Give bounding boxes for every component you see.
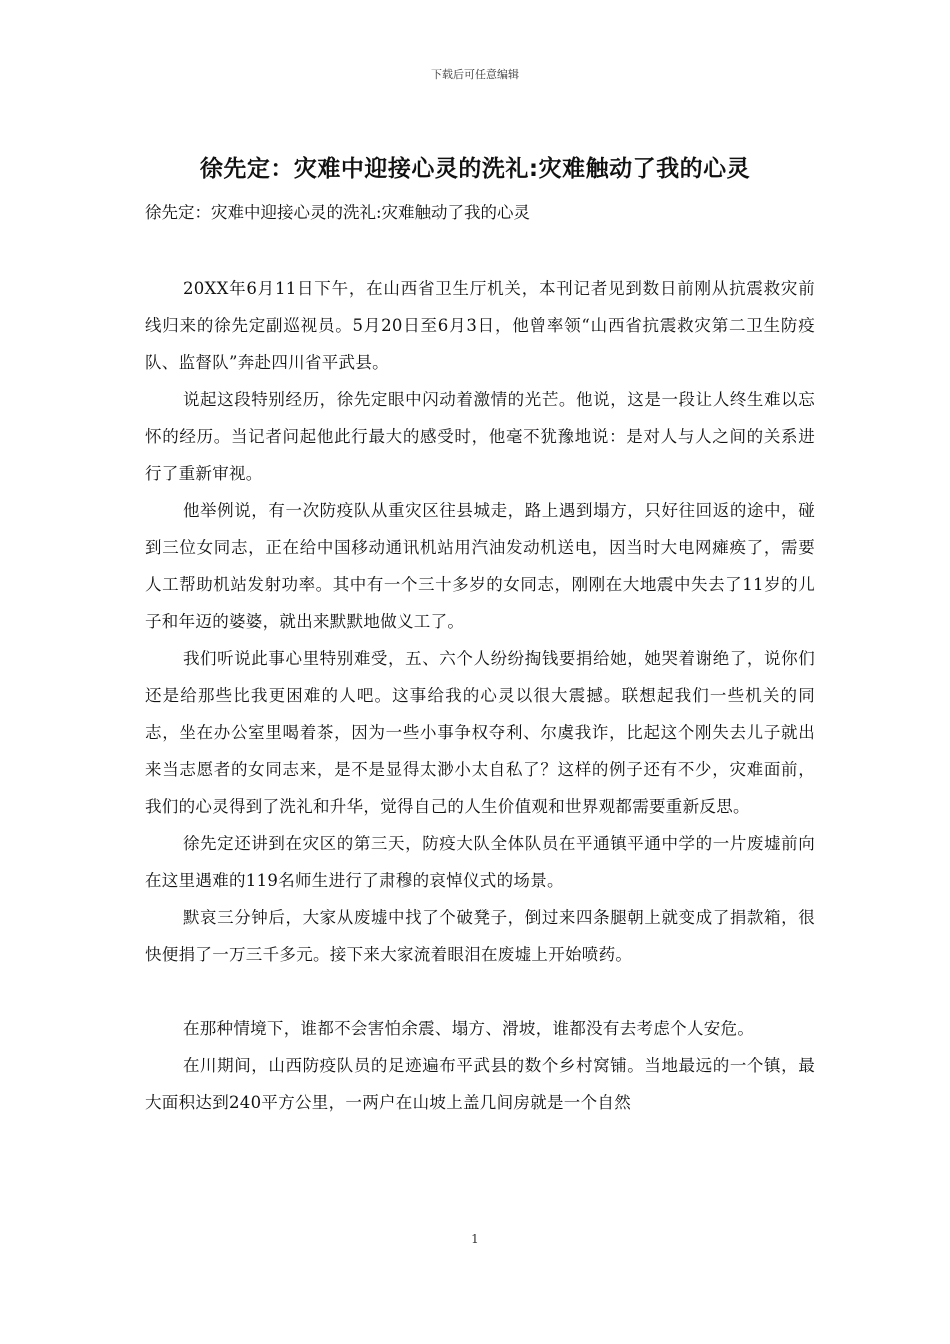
paragraph: 20XX年6月11日下午，在山西省卫生厅机关，本刊记者见到数日前刚从抗震救灾前线归来的徐先定副巡视员。5月20日至6月3日，他曾率领“山西省抗震救灾第二卫生防疫队、监督队”奔赴四川省平武县。 xyxy=(145,279,815,372)
paragraph: 说起这段特别经历，徐先定眼中闪动着激情的光芒。他说，这是一段让人终生难以忘怀的经历。当记者问起他此行最大的感受时，他毫不犹豫地说：是对人与人之间的关系进行了重新审视。 xyxy=(145,390,815,483)
header-note: 下载后可任意编辑 xyxy=(431,68,519,81)
paragraph: 我们听说此事心里特别难受，五、六个人纷纷掏钱要捐给她，她哭着谢绝了，说你们还是给那些比我更困难的人吧。这事给我的心灵以很大震撼。联想起我们一些机关的同志，坐在办公室里喝着茶，因为一些小事争权夺利、尔虞我诈，比起这个刚失去儿子就出来当志愿者的女同志来，是不是显得太渺小太自私了？这样的例子还有不少，灾难面前，我们的心灵得到了洗礼和升华，觉得自己的人生价值观和世界观都需要重新反思。 xyxy=(145,649,815,816)
paragraph: 徐先定还讲到在灾区的第三天，防疫大队全体队员在平通镇平通中学的一片废墟前向在这里遇难的119名师生进行了肃穆的哀悼仪式的场景。 xyxy=(145,834,815,890)
document-subtitle: 徐先定：灾难中迎接心灵的洗礼:灾难触动了我的心灵 xyxy=(145,203,531,222)
paragraph: 默哀三分钟后，大家从废墟中找了个破凳子，倒过来四条腿朝上就变成了捐款箱，很快便捐了一万三千多元。接下来大家流着眼泪在废墟上开始喷药。 xyxy=(145,908,815,964)
paragraph: 他举例说，有一次防疫队从重灾区往县城走，路上遇到塌方，只好往回返的途中，碰到三位女同志，正在给中国移动通讯机站用汽油发动机送电，因当时大电网瘫痪了，需要人工帮助机站发射功率。其中有一个三十多岁的女同志，刚刚在大地震中失去了11岁的儿子和年迈的婆婆，就出来默默地做义工了。 xyxy=(145,501,815,631)
page-number: 1 xyxy=(471,1232,479,1246)
paragraph: 在那种情境下，谁都不会害怕余震、塌方、滑坡，谁都没有去考虑个人安危。 xyxy=(182,1019,755,1038)
paragraph: 在川期间，山西防疫队员的足迹遍布平武县的数个乡村窝铺。当地最远的一个镇，最大面积达到240平方公里，一两户在山坡上盖几间房就是一个自然 xyxy=(145,1056,815,1112)
document-body xyxy=(145,270,815,1121)
document-title: 徐先定：灾难中迎接心灵的洗礼:灾难触动了我的心灵 xyxy=(199,156,751,182)
